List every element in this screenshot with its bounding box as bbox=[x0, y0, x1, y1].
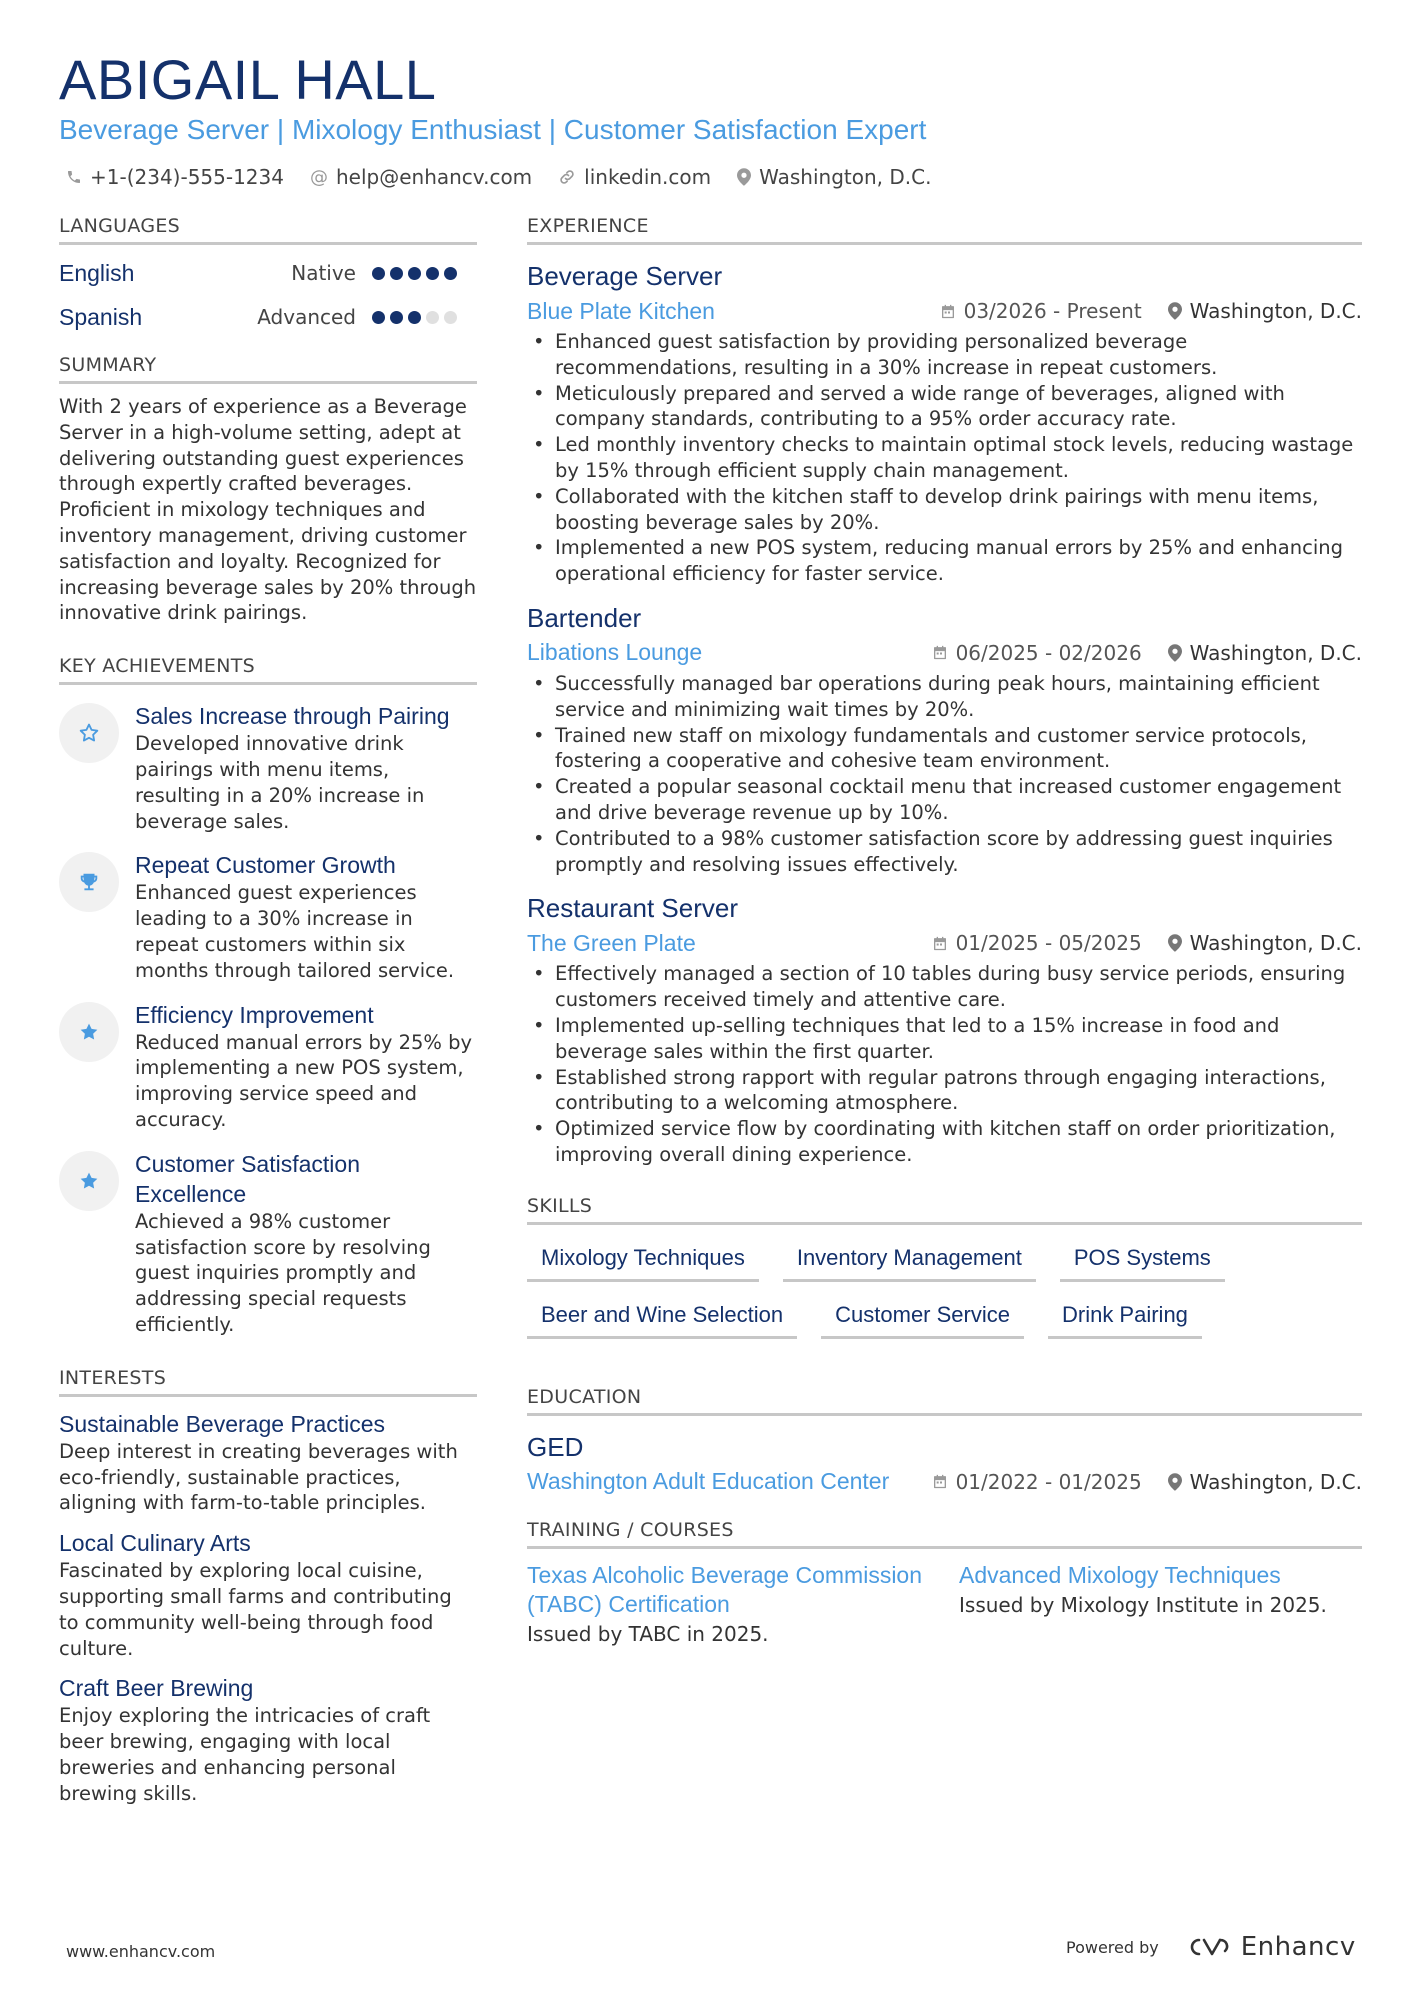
proficiency-dot bbox=[372, 267, 385, 280]
skill-tag: Mixology Techniques bbox=[527, 1239, 759, 1282]
job-entry bbox=[527, 601, 1362, 877]
location-pin-icon bbox=[1168, 644, 1182, 662]
achievement-title: Customer Satisfaction Excellence bbox=[135, 1150, 360, 1207]
company-name: The Green Plate bbox=[527, 929, 696, 956]
job-meta bbox=[527, 925, 1362, 961]
phone-icon bbox=[66, 169, 82, 185]
proficiency-dot bbox=[390, 267, 403, 280]
star-icon bbox=[59, 1002, 119, 1062]
course-item bbox=[959, 1561, 1359, 1649]
interest-item bbox=[59, 1673, 477, 1806]
job-bullets bbox=[527, 329, 1362, 587]
proficiency-dot bbox=[408, 267, 421, 280]
education-meta bbox=[527, 1464, 1362, 1500]
achievement-description: Enhanced guest experiences leading to a 30% increase in repeat customers within six months through tailored service. bbox=[135, 881, 455, 982]
bullet-item: • Contributed to a 98% customer satisfaction score by addressing guest inquiries promptly and resolving issues effectively. bbox=[527, 826, 1362, 878]
trophy-icon bbox=[59, 852, 119, 912]
interest-description: Deep interest in creating beverages with eco-friendly, sustainable practices, aligning with farm-to-table principles. bbox=[59, 1439, 458, 1515]
job-location bbox=[1168, 299, 1362, 323]
bullet-item: • Led monthly inventory checks to maintain optimal stock levels, reducing wastage by 15% through efficient supply chain management. bbox=[527, 432, 1362, 484]
achievement-title: Efficiency Improvement bbox=[135, 1001, 374, 1028]
skills-list bbox=[527, 1239, 1362, 1339]
bullet-item: • Trained new staff on mixology fundamentals and customer service protocols, fostering a cooperative and cohesive team environment. bbox=[527, 723, 1362, 775]
language-row bbox=[59, 251, 477, 295]
education-heading: EDUCATION bbox=[527, 1385, 1362, 1416]
bullet-item: • Enhanced guest satisfaction by providing personalized beverage recommendations, resulting in a 30% increase in repeat customers. bbox=[527, 329, 1362, 381]
school-name: Washington Adult Education Center bbox=[527, 1468, 890, 1495]
calendar-icon bbox=[932, 935, 948, 952]
skill-tag: Customer Service bbox=[821, 1296, 1024, 1339]
achievements-list bbox=[59, 701, 477, 1338]
course-title: Advanced Mixology Techniques bbox=[959, 1561, 1281, 1588]
job-dates-text: 06/2025 - 02/2026 bbox=[955, 640, 1142, 665]
job-dates bbox=[932, 641, 1142, 665]
headline: Beverage Server | Mixology Enthusiast | Customer Satisfaction Expert bbox=[59, 114, 927, 145]
languages-heading: LANGUAGES bbox=[59, 214, 477, 245]
linkedin-text: linkedin.com bbox=[584, 165, 712, 189]
interests-heading: INTERESTS bbox=[59, 1366, 477, 1397]
language-name: Spanish bbox=[59, 303, 143, 330]
interests-list bbox=[59, 1409, 477, 1807]
enhancv-logo-icon bbox=[1185, 1935, 1231, 1959]
achievement-title: Sales Increase through Pairing bbox=[135, 703, 450, 730]
language-level: Advanced bbox=[257, 305, 356, 329]
left-column bbox=[59, 214, 477, 1806]
job-bullets bbox=[527, 961, 1362, 1167]
education-location-text: Washington, D.C. bbox=[1189, 1469, 1362, 1494]
achievements-heading: KEY ACHIEVEMENTS bbox=[59, 654, 477, 685]
bullet-item: • Effectively managed a section of 10 tables during busy service periods, ensuring customers received timely and attentive care. bbox=[527, 961, 1362, 1013]
degree-title: GED bbox=[527, 1431, 584, 1462]
interest-description: Enjoy exploring the intricacies of craft beer brewing, engaging with local breweries and enhancing personal brewing skills. bbox=[59, 1704, 431, 1805]
proficiency-dots bbox=[372, 267, 457, 280]
proficiency-dots bbox=[372, 311, 457, 324]
contact-email[interactable] bbox=[310, 165, 532, 189]
achievement-description: Achieved a 98% customer satisfaction score by resolving guest inquiries promptly and addressing special requests efficiently. bbox=[135, 1209, 431, 1336]
bullet-item: • Created a popular seasonal cocktail menu that increased customer engagement and drive beverage revenue up by 10%. bbox=[527, 774, 1362, 826]
language-row bbox=[59, 295, 477, 339]
contact-bar bbox=[66, 162, 931, 192]
job-title: Restaurant Server bbox=[527, 893, 738, 924]
proficiency-dot bbox=[426, 267, 439, 280]
achievement-item bbox=[59, 1149, 477, 1338]
education-entry bbox=[527, 1430, 1362, 1500]
phone-text: +1-(234)-555-1234 bbox=[90, 165, 284, 189]
language-name: English bbox=[59, 259, 135, 286]
footer-branding bbox=[1066, 1932, 1356, 1962]
job-location-text: Washington, D.C. bbox=[1189, 640, 1362, 665]
proficiency-dot bbox=[426, 311, 439, 324]
bullet-item: • Successfully managed bar operations during peak hours, maintaining efficient service and minimizing wait times by 20%. bbox=[527, 671, 1362, 723]
education-location bbox=[1168, 1470, 1362, 1494]
star-icon bbox=[59, 1151, 119, 1211]
languages-list bbox=[59, 251, 477, 339]
proficiency-dot bbox=[408, 311, 421, 324]
job-title: Bartender bbox=[527, 602, 642, 633]
enhancv-logo[interactable] bbox=[1185, 1932, 1356, 1962]
job-location-text: Washington, D.C. bbox=[1189, 931, 1362, 956]
powered-by-text: Powered by bbox=[1066, 1937, 1159, 1957]
bullet-item: • Collaborated with the kitchen staff to develop drink pairings with menu items, boosting beverage sales by 20%. bbox=[527, 484, 1362, 536]
summary-text: With 2 years of experience as a Beverage Server in a high-volume setting, adept at delivering outstanding guest experiences through expertly crafted beverages. Proficient in mixology techniques and inventory management, driving customer satisfaction and loyalty. Recognized for increasing beverage sales by 20% through innovative drink pairings. bbox=[59, 395, 477, 625]
achievement-title: Repeat Customer Growth bbox=[135, 852, 396, 879]
interest-item bbox=[59, 1528, 477, 1661]
interest-title: Local Culinary Arts bbox=[59, 1530, 251, 1557]
course-item bbox=[527, 1561, 927, 1649]
proficiency-dot bbox=[444, 267, 457, 280]
achievement-item bbox=[59, 701, 477, 834]
job-dates bbox=[932, 931, 1142, 955]
location-pin-icon bbox=[1168, 934, 1182, 952]
job-dates bbox=[940, 299, 1142, 323]
interest-item bbox=[59, 1409, 477, 1516]
skills-heading: SKILLS bbox=[527, 1194, 1362, 1225]
summary-heading: SUMMARY bbox=[59, 353, 477, 384]
contact-phone[interactable] bbox=[66, 165, 284, 189]
link-icon bbox=[558, 168, 576, 186]
job-location bbox=[1168, 641, 1362, 665]
interest-title: Sustainable Beverage Practices bbox=[59, 1410, 386, 1437]
job-entry bbox=[527, 259, 1362, 587]
job-location-text: Washington, D.C. bbox=[1189, 299, 1362, 323]
brand-name: Enhancv bbox=[1240, 1932, 1356, 1962]
contact-location bbox=[737, 165, 931, 189]
job-dates-text: 01/2025 - 05/2025 bbox=[955, 931, 1142, 956]
job-meta bbox=[527, 293, 1362, 329]
interest-description: Fascinated by exploring local cuisine, supporting small farms and contributing to community well-being through food culture. bbox=[59, 1559, 452, 1660]
contact-linkedin[interactable] bbox=[558, 165, 711, 189]
bullet-item: • Optimized service flow by coordinating with kitchen staff on order prioritization, improving overall dining experience. bbox=[527, 1116, 1362, 1168]
proficiency-dot bbox=[372, 311, 385, 324]
course-title: Texas Alcoholic Beverage Commission (TABC) Certification bbox=[527, 1561, 923, 1617]
skill-tag: POS Systems bbox=[1060, 1239, 1225, 1282]
company-name: Blue Plate Kitchen bbox=[527, 297, 715, 324]
course-description: Issued by TABC in 2025. bbox=[527, 1621, 769, 1646]
achievement-item bbox=[59, 850, 477, 983]
skill-tag: Drink Pairing bbox=[1048, 1296, 1202, 1339]
at-icon: @ bbox=[309, 166, 328, 188]
education-dates bbox=[932, 1470, 1142, 1494]
job-location bbox=[1168, 931, 1362, 955]
bullet-item: • Meticulously prepared and served a wide range of beverages, aligned with company standards, contributing to a 95% order accuracy rate. bbox=[527, 381, 1362, 433]
course-description: Issued by Mixology Institute in 2025. bbox=[959, 1592, 1327, 1617]
right-column bbox=[527, 214, 1362, 1649]
calendar-icon bbox=[940, 303, 956, 320]
experience-heading: EXPERIENCE bbox=[527, 214, 1362, 245]
proficiency-dot bbox=[390, 311, 403, 324]
skill-tag: Beer and Wine Selection bbox=[527, 1296, 797, 1339]
email-text: help@enhancv.com bbox=[335, 165, 533, 189]
job-dates-text: 03/2026 - Present bbox=[963, 299, 1142, 323]
bullet-item: • Implemented a new POS system, reducing manual errors by 25% and enhancing operational efficiency for faster service. bbox=[527, 535, 1362, 587]
star-outline-icon bbox=[59, 703, 119, 763]
bullet-item: • Established strong rapport with regular patrons through engaging interactions, contributing to a welcoming atmosphere. bbox=[527, 1065, 1362, 1117]
language-level: Native bbox=[291, 261, 356, 285]
bullet-item: • Implemented up-selling techniques that led to a 15% increase in food and beverage sales within the first quarter. bbox=[527, 1013, 1362, 1065]
courses-list bbox=[527, 1561, 1362, 1649]
location-text: Washington, D.C. bbox=[759, 165, 932, 189]
location-pin-icon bbox=[737, 168, 751, 186]
candidate-name: ABIGAIL HALL bbox=[59, 48, 437, 111]
interest-title: Craft Beer Brewing bbox=[59, 1675, 254, 1702]
achievement-item bbox=[59, 1000, 477, 1133]
achievement-description: Reduced manual errors by 25% by implementing a new POS system, improving service speed and accuracy. bbox=[135, 1030, 473, 1131]
calendar-icon bbox=[932, 1473, 948, 1490]
training-heading: TRAINING / COURSES bbox=[527, 1518, 1362, 1549]
footer-website[interactable]: www.enhancv.com bbox=[66, 1942, 216, 1961]
skill-tag: Inventory Management bbox=[783, 1239, 1036, 1282]
calendar-icon bbox=[932, 644, 948, 661]
location-pin-icon bbox=[1168, 1473, 1182, 1491]
education-dates-text: 01/2022 - 01/2025 bbox=[955, 1469, 1142, 1494]
job-meta bbox=[527, 635, 1362, 671]
achievement-description: Developed innovative drink pairings with menu items, resulting in a 20% increase in beverage sales. bbox=[135, 732, 425, 833]
proficiency-dot bbox=[444, 311, 457, 324]
job-title: Beverage Server bbox=[527, 261, 723, 291]
company-name: Libations Lounge bbox=[527, 639, 703, 666]
job-entry bbox=[527, 891, 1362, 1167]
job-bullets bbox=[527, 671, 1362, 877]
location-pin-icon bbox=[1168, 302, 1182, 320]
